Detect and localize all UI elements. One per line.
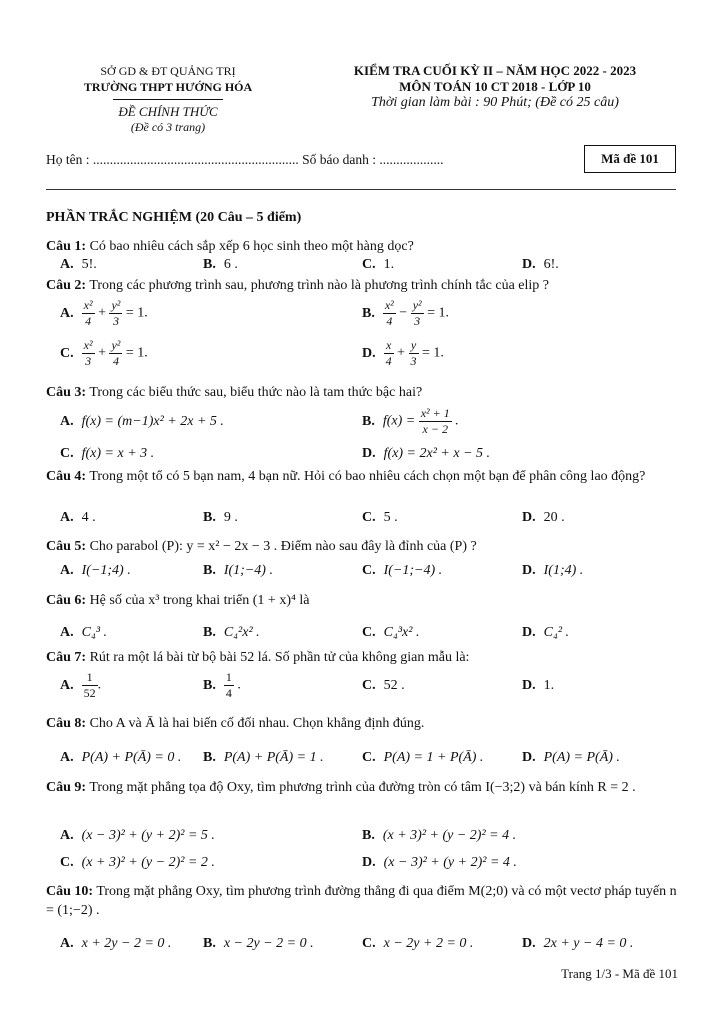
q4-option-b: B. 9 . xyxy=(203,510,238,525)
question-label: Câu 9: xyxy=(46,780,87,795)
q2-option-b: B. $\frac{\text{x²}}{4}$ − $\frac{\text{y²}}{3}$ = 1. xyxy=(362,298,450,328)
q4-option-c: C. 5 . xyxy=(362,510,398,525)
q10-option-d: D. 2x + y − 4 = 0 . xyxy=(522,936,634,951)
q7-option-c: C. 52 . xyxy=(362,678,405,693)
q9-option-b: B. (x + 3)² + (y − 2)² = 4 . xyxy=(362,828,517,843)
question-7 xyxy=(46,648,678,667)
q8-option-c: C. P(A) = 1 + P(Ā) . xyxy=(362,750,484,765)
q3-option-c: C. f(x) = x + 3 . xyxy=(60,446,155,461)
q2-option-c: C. $\frac{\text{x²}}{3}$ + $\frac{\text{y²}}{4}$ = 1. xyxy=(60,338,148,368)
exam-title: KIỂM TRA CUỐI KỲ II – NĂM HỌC 2022 - 2023 xyxy=(353,63,637,78)
q5-option-b: B. I(1;−4) . xyxy=(203,563,273,578)
q7-option-d: D. 1. xyxy=(522,678,555,693)
q10-option-c: C. x − 2y + 2 = 0 . xyxy=(362,936,474,951)
q7-option-b: B. $\frac{1}{4}$ . xyxy=(203,670,241,700)
q7-option-a: A. $\frac{1}{52}$ . xyxy=(60,670,102,700)
page-footer: Trang 1/3 - Mã đề 101 xyxy=(561,966,678,981)
q8-option-d: D. P(A) = P(Ā) . xyxy=(522,750,620,765)
q1-option-b: B. 6 . xyxy=(203,257,238,272)
q3-option-a: A. f(x) = (m−1)x² + 2x + 5 . xyxy=(60,414,224,429)
q4-option-a: A. 4 . xyxy=(60,510,96,525)
question-text: Trong các biểu thức sau, biểu thức nào là tam thức bậc hai? xyxy=(89,385,423,400)
question-text: Cho parabol (P): y = x² − 2x − 3 . Điểm nào sau đây là đỉnh của (P) ? xyxy=(89,539,477,554)
question-text: Có bao nhiêu cách sắp xếp 6 học sinh theo một hàng dọc? xyxy=(89,239,414,254)
q5-option-a: A. I(−1;4) . xyxy=(60,563,131,578)
student-info-line: Họ tên : ............................................................. Số báo danh : ................... xyxy=(46,152,444,167)
question-label: Câu 4: xyxy=(46,469,87,484)
question-label: Câu 7: xyxy=(46,650,87,665)
q2-option-a: A. $\frac{\text{x²}}{4}$ + $\frac{\text{y²}}{3}$ = 1. xyxy=(60,298,148,328)
question-text: Trong một tổ có 5 bạn nam, 4 bạn nữ. Hỏi có bao nhiêu cách chọn một bạn để phân công lao động? xyxy=(89,469,646,484)
q10-option-a: A. x + 2y − 2 = 0 . xyxy=(60,936,172,951)
question-label: Câu 8: xyxy=(46,716,87,731)
question-6 xyxy=(46,591,678,610)
question-label: Câu 6: xyxy=(46,593,87,608)
q1-option-c: C. 1. xyxy=(362,257,395,272)
question-text: Trong mặt phẳng tọa độ Oxy, tìm phương trình của đường tròn có tâm I(−3;2) và bán kính R = 2 . xyxy=(89,780,636,795)
question-label: Câu 1: xyxy=(46,239,87,254)
question-8 xyxy=(46,714,678,733)
header-rule xyxy=(46,189,676,190)
page-count: (Đề có 3 trang) xyxy=(130,120,206,134)
q6-option-a: A. C₄³ . xyxy=(60,625,108,640)
q3-option-d: D. f(x) = 2x² + x − 5 . xyxy=(362,446,491,461)
question-2 xyxy=(46,276,678,295)
q10-option-b: B. x − 2y − 2 = 0 . xyxy=(203,936,314,951)
question-text: Cho A và Ā là hai biến cố đối nhau. Chọn khẳng định đúng. xyxy=(89,716,425,731)
q9-option-a: A. (x − 3)² + (y + 2)² = 5 . xyxy=(60,828,215,843)
section-title: PHẦN TRẮC NGHIỆM (20 Câu – 5 điểm) xyxy=(46,210,302,225)
department-name: SỞ GD & ĐT QUẢNG TRỊ xyxy=(100,64,236,78)
question-label: Câu 2: xyxy=(46,278,87,293)
q8-option-a: A. P(A) + P(Ā) = 0 . xyxy=(60,750,182,765)
q5-option-d: D. I(1;4) . xyxy=(522,563,584,578)
q1-option-a: A. 5!. xyxy=(60,257,97,272)
question-9 xyxy=(46,778,678,797)
question-label: Câu 5: xyxy=(46,539,87,554)
official-label: ĐỀ CHÍNH THỨC xyxy=(118,104,218,119)
q6-option-c: C. C₄³x² . xyxy=(362,625,420,640)
question-label: Câu 10: xyxy=(46,884,94,899)
question-text: Trong các phương trình sau, phương trình nào là phương trình chính tắc của elip ? xyxy=(89,278,550,293)
question-1 xyxy=(46,237,678,256)
header-right xyxy=(300,63,690,111)
question-5 xyxy=(46,537,678,556)
q9-option-c: C. (x + 3)² + (y − 2)² = 2 . xyxy=(60,855,215,870)
q2-option-d: D. $\frac{x}{4}$ + $\frac{y}{3}$ = 1. xyxy=(362,338,444,368)
question-3 xyxy=(46,383,678,402)
q9-option-d: D. (x − 3)² + (y + 2)² = 4 . xyxy=(362,855,517,870)
q8-option-b: B. P(A) + P(Ā) = 1 . xyxy=(203,750,324,765)
question-text: Rút ra một lá bài từ bộ bài 52 lá. Số phần tử của không gian mẫu là: xyxy=(89,650,470,665)
question-text: Hệ số của x³ trong khai triển (1 + x)⁴ là xyxy=(89,593,310,608)
q4-option-d: D. 20 . xyxy=(522,510,565,525)
q1-option-d: D. 6!. xyxy=(522,257,559,272)
exam-code-box: Mã đề 101 xyxy=(584,145,676,173)
question-10 xyxy=(46,882,678,920)
q3-option-b: B. f(x) = $\frac{\text{x² + 1}}{x - 2}$ . xyxy=(362,406,459,436)
school-name: TRƯỜNG THPT HƯỚNG HÓA xyxy=(83,80,253,94)
q6-option-d: D. C₄² . xyxy=(522,625,570,640)
exam-time: Thời gian làm bài : 90 Phút; (Đề có 25 câu) xyxy=(371,95,619,110)
question-text: Trong mặt phẳng Oxy, tìm phương trình đường thẳng đi qua điểm M(2;0) và có một vectơ pháp tuyến n = (1;−2) . xyxy=(46,884,677,918)
question-4 xyxy=(46,467,678,486)
q6-option-b: B. C₄²x² . xyxy=(203,625,260,640)
q5-option-c: C. I(−1;−4) . xyxy=(362,563,443,578)
header-left xyxy=(48,63,288,135)
header-divider xyxy=(113,99,223,100)
subject-title: MÔN TOÁN 10 CT 2018 - LỚP 10 xyxy=(399,79,591,94)
question-label: Câu 3: xyxy=(46,385,87,400)
